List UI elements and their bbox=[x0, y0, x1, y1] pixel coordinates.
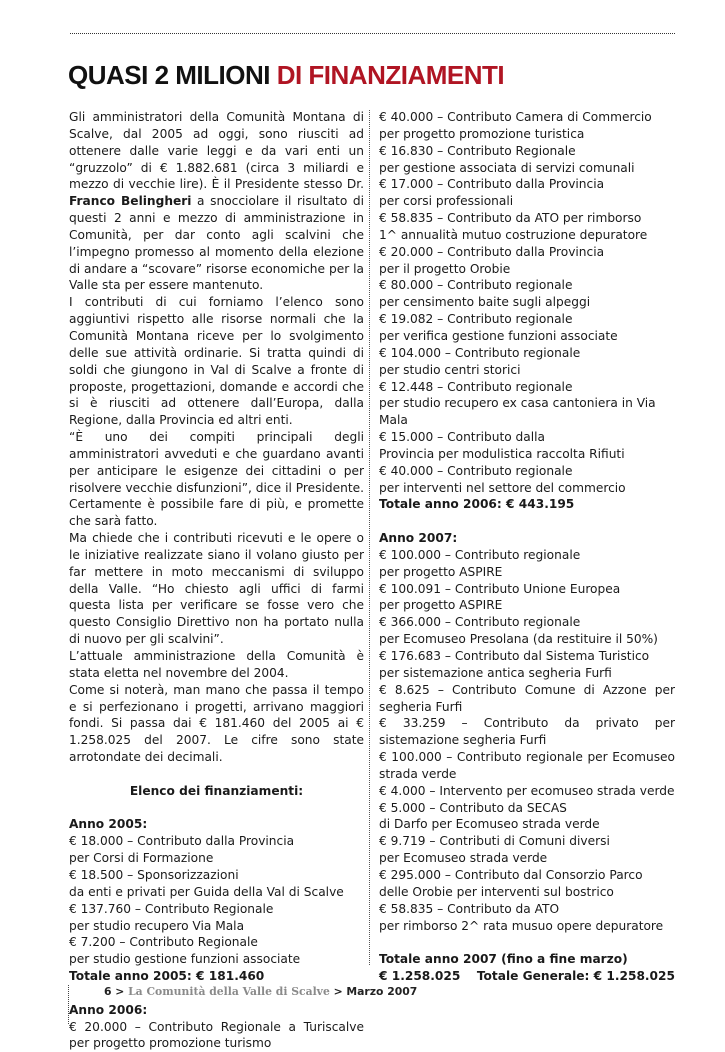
list-item: per studio recupero Via Mala bbox=[69, 918, 245, 933]
list-item: per interventi nel settore del commercio bbox=[379, 480, 626, 495]
intro-paragraph-5: L’attuale amministrazione della Comunità è stata eletta nel novembre del 2004. bbox=[69, 649, 364, 680]
list-item: 1^ annualità mutuo costruzione depuratore bbox=[379, 227, 648, 242]
footer-dotted-line bbox=[68, 985, 69, 1024]
totals-row bbox=[379, 968, 675, 985]
list-item: per Ecomuseo strada verde bbox=[379, 851, 548, 866]
issue-date: Marzo 2007 bbox=[346, 985, 418, 998]
list-item: € 100.000 – Contributo regionale bbox=[379, 547, 581, 562]
list-item: per Corsi di Formazione bbox=[69, 851, 214, 866]
year-2005-total: Totale anno 2005: € 181.460 bbox=[69, 969, 265, 984]
title-part-black: QUASI 2 MILIONI bbox=[68, 60, 270, 90]
list-item: € 16.830 – Contributo Regionale bbox=[379, 143, 576, 158]
page-footer bbox=[104, 985, 417, 998]
right-column bbox=[379, 109, 675, 985]
year-2006-list bbox=[379, 109, 675, 496]
list-item: € 20.000 – Contributo Regionale a Turiscalve per progetto promozione turismo bbox=[69, 1019, 364, 1051]
list-item: per Ecomuseo Presolana (da restituire il 50%) bbox=[379, 632, 658, 647]
page-number: 6 bbox=[104, 985, 112, 998]
spacer bbox=[379, 934, 675, 951]
list-item: € 40.000 – Contributo regionale bbox=[379, 463, 573, 478]
list-item: € 5.000 – Contributo da SECAS bbox=[379, 800, 567, 815]
list-item: € 19.082 – Contributo regionale bbox=[379, 312, 573, 327]
list-item: per corsi professionali bbox=[379, 194, 514, 209]
year-2006-total: Totale anno 2006: € 443.195 bbox=[379, 497, 575, 512]
list-item: € 176.683 – Contributo dal Sistema Turistico bbox=[379, 649, 650, 663]
list-item: € 137.760 – Contributo Regionale bbox=[69, 901, 274, 916]
year-2007-total-value: € 1.258.025 bbox=[379, 969, 461, 984]
list-item: per sistemazione antica segheria Furfi bbox=[379, 665, 612, 680]
list-item: Provincia per modulistica raccolta Rifiuti bbox=[379, 446, 625, 461]
year-2006-heading: Anno 2006: bbox=[69, 1002, 148, 1017]
spacer bbox=[69, 766, 364, 783]
list-item: € 7.200 – Contributo Regionale bbox=[69, 935, 258, 950]
list-item: per studio centri storici bbox=[379, 362, 521, 377]
intro-paragraph-3: “È uno dei compiti principali degli amministratori avveduti e che guardano avanti per anticipare le esigenze dei cittadini o per risolvere vecchie disfunzioni”, dice il Presidente. Certamente è possibile fare di più, e promette che sarà fatto. bbox=[69, 430, 364, 529]
list-item: € 15.000 – Contributo dalla bbox=[379, 430, 545, 445]
publication-name: La Comunità della Valle di Scalve bbox=[128, 985, 330, 998]
list-heading: Elenco dei finanziamenti: bbox=[129, 783, 304, 798]
top-dotted-rule bbox=[70, 33, 675, 34]
year-2007-total-label: Totale anno 2007 (fino a fine marzo) bbox=[379, 952, 628, 967]
left-column bbox=[69, 109, 364, 1052]
list-item: per verifica gestione funzioni associate bbox=[379, 328, 618, 343]
list-item: € 58.835 – Contributo da ATO per rimborso bbox=[379, 211, 642, 226]
list-item: € 104.000 – Contributo regionale bbox=[379, 345, 581, 360]
list-item: per studio recupero ex casa cantoniera in Via Mala bbox=[379, 396, 656, 428]
list-item: € 100.000 – Contributo regionale per Ecomuseo strada verde bbox=[379, 750, 675, 781]
president-name: Franco Belingheri bbox=[69, 194, 192, 209]
list-item: € 4.000 – Intervento per ecomuseo strada verde bbox=[379, 783, 675, 798]
column-divider bbox=[369, 110, 370, 965]
list-item: € 40.000 – Contributo Camera di Commercio bbox=[379, 110, 652, 124]
list-item: per progetto ASPIRE bbox=[379, 598, 503, 613]
list-item: € 295.000 – Contributo dal Consorzio Parco bbox=[379, 867, 643, 882]
list-item: per gestione associata di servizi comunali bbox=[379, 160, 635, 175]
footer-arrow: > bbox=[115, 985, 125, 998]
list-item: per studio gestione funzioni associate bbox=[69, 952, 301, 967]
list-item: € 9.719 – Contributi di Comuni diversi bbox=[379, 834, 610, 849]
year-2007-heading: Anno 2007: bbox=[379, 531, 458, 546]
footer-arrow: > bbox=[333, 985, 343, 998]
list-item: di Darfo per Ecomuseo strada verde bbox=[379, 817, 600, 832]
list-item: per il progetto Orobie bbox=[379, 261, 511, 276]
list-item: delle Orobie per interventi sul bostrico bbox=[379, 884, 614, 899]
list-item: € 8.625 – Contributo Comune di Azzone per segheria Furfi bbox=[379, 682, 675, 714]
intro-paragraph-4: Ma chiede che i contributi ricevuti e le opere o le iniziative realizzate siano il volano giusto per far mettere in moto meccanismi di sviluppo della Valle. “Ho chiesto agli uffici di farmi questa lista per verificare se fosse vero che questo Consiglio Direttivo non ha portato nulla di nuovo per gli scalvini”. bbox=[69, 531, 364, 647]
list-item: € 18.500 – Sponsorizzazioni bbox=[69, 867, 239, 882]
list-item: € 20.000 – Contributo dalla Provincia bbox=[379, 244, 605, 259]
list-item: € 58.835 – Contributo da ATO bbox=[379, 901, 560, 916]
intro-paragraph-1: Gli amministratori della Comunità Montana di Scalve, dal 2005 ad oggi, sono riusciti ad ottenere dalle varie leggi e da vari enti un “gruzzolo” di € 1.882.681 (circa 3 miliardi e mezzo di vecchie lire). È il Presidente stesso Dr. Franco Belingheri a snocciolare il risultato di questi 2 anni e mezzo di amministrazione in Comunità, per dar conto agli scalvini che l’impegno promesso al momento della elezione di andare a “scovare” risorse economiche per la Valle sta per essere mantenuto. bbox=[69, 110, 364, 293]
list-item: € 12.448 – Contributo regionale bbox=[379, 379, 573, 394]
intro-paragraph-2: I contributi di cui forniamo l’elenco sono aggiuntivi rispetto alle risorse normali che la Comunità Montana riceve per lo svolgimento delle sue attività ordinarie. Si tratta quindi di soldi che giungono in Val di Scalve a fronte di proposte, progettazioni, domande e accordi che si è riusciti ad ottenere dall’Europa, dalla Regione, dalla Provincia ed altri enti. bbox=[69, 295, 364, 428]
title-part-red: DI FINANZIAMENTI bbox=[276, 60, 505, 90]
page-title bbox=[68, 60, 504, 91]
list-item: da enti e privati per Guida della Val di Scalve bbox=[69, 884, 344, 899]
list-item: € 18.000 – Contributo dalla Provincia bbox=[69, 834, 295, 849]
grand-total: Totale Generale: € 1.258.025 bbox=[476, 969, 675, 984]
spacer bbox=[69, 800, 364, 817]
list-item: € 366.000 – Contributo regionale bbox=[379, 615, 581, 630]
year-2007-list bbox=[379, 547, 675, 934]
list-item: per censimento baite sugli alpeggi bbox=[379, 295, 591, 310]
list-item: per progetto promozione turistica bbox=[379, 126, 585, 141]
spacer bbox=[379, 513, 675, 530]
list-item: per progetto ASPIRE bbox=[379, 564, 503, 579]
year-2005-list bbox=[69, 833, 364, 968]
list-item: € 17.000 – Contributo dalla Provincia bbox=[379, 177, 605, 192]
list-item: € 33.259 – Contributo da privato per sistemazione segheria Furfi bbox=[379, 716, 675, 748]
intro-paragraph-6: Come si noterà, man mano che passa il tempo e si perfezionano i progetti, arrivano maggiori fondi. Si passa dai € 181.460 del 2005 ai € 1.258.025 del 2007. Le cifre sono state arrotondate dei decimali. bbox=[69, 682, 364, 765]
year-2005-heading: Anno 2005: bbox=[69, 817, 148, 832]
list-item: € 80.000 – Contributo regionale bbox=[379, 278, 573, 293]
list-item: per rimborso 2^ rata musuo opere depuratore bbox=[379, 918, 664, 933]
list-item: € 100.091 – Contributo Unione Europea bbox=[379, 581, 621, 596]
